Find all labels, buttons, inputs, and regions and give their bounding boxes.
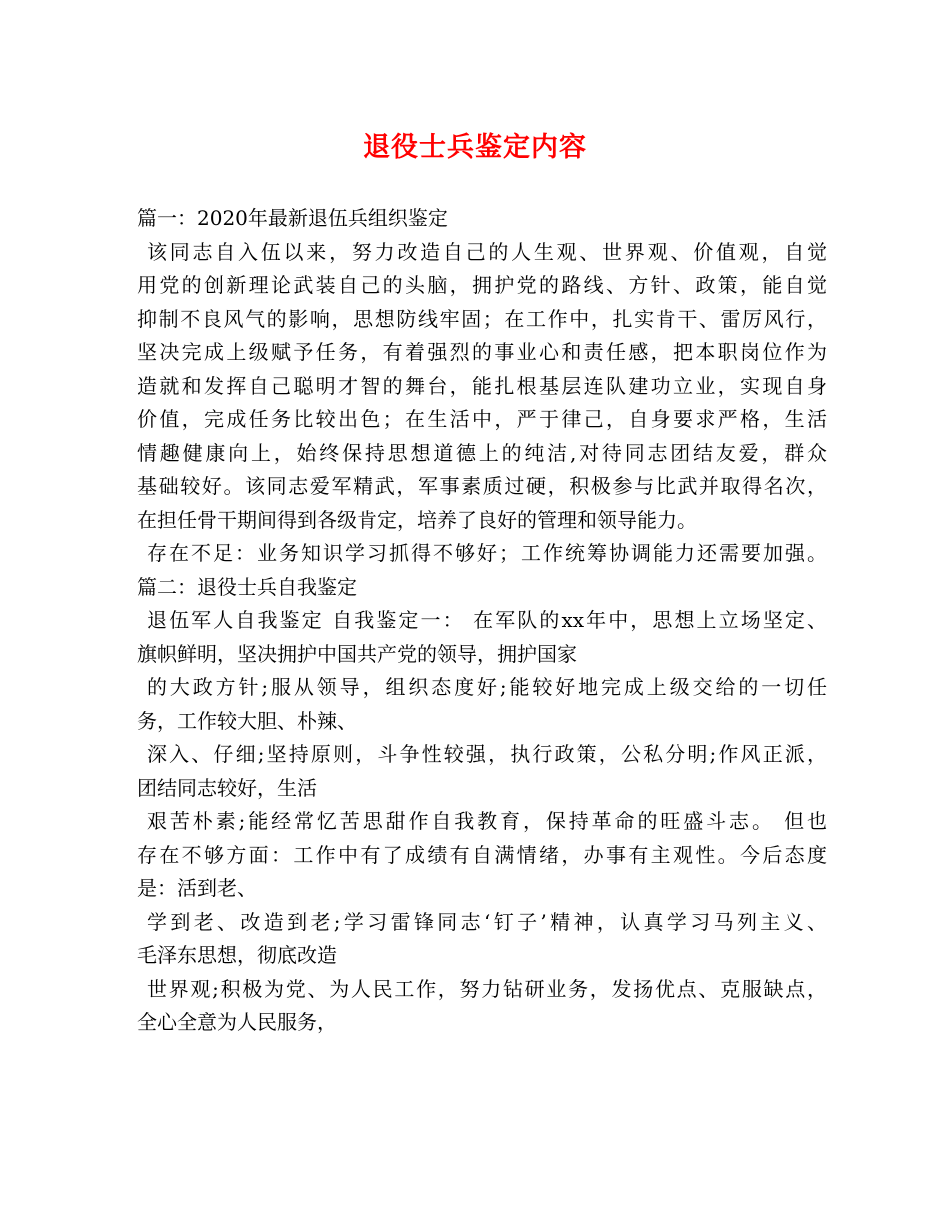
text-line: 深入、仔细;坚持原则，斗争性较强，执行政策，公私分明;作风正派， <box>147 742 827 766</box>
text-line: 的大政方针;服从领导，组织态度好;能较好地完成上级交给的一切任 <box>147 675 827 699</box>
text-line: 学到老、改造到老;学习雷锋同志‘钉子’精神，认真学习马列主义、 <box>147 909 827 934</box>
text-line: 艰苦朴素;能经常忆苦思甜作自我教育，保持革命的旺盛斗志。 但也 <box>147 809 827 833</box>
document-body <box>137 202 827 1040</box>
text-line: 世界观;积极为党、为人民工作，努力钻研业务，发扬优点、克服缺点， <box>147 976 827 1001</box>
text-line: 在担任骨干期间得到各级肯定，培养了良好的管理和领导能力。 <box>137 507 697 532</box>
text-line: 坚决完成上级赋予任务，有着强烈的事业心和责任感，把本职岗位作为 <box>137 340 827 364</box>
text-line: 价值，完成任务比较出色；在生活中，严于律己，自身要求严格，生活 <box>137 407 827 431</box>
text-line: 抑制不良风气的影响，思想防线牢固；在工作中，扎实肯干、雷厉风行， <box>137 306 827 331</box>
text-line: 务，工作较大胆、朴辣、 <box>137 708 357 733</box>
text-line: 团结同志较好，生活 <box>137 775 317 800</box>
text-line: 全心全意为人民服务， <box>137 1010 337 1034</box>
text-line: 篇一：2020年最新退伍兵组织鉴定 <box>137 206 448 230</box>
text-line: 旗帜鲜明，坚决拥护中国共产党的领导，拥护国家 <box>137 641 577 666</box>
text-line: 毛泽东思想，彻底改造 <box>137 943 337 967</box>
text-line: 存在不够方面：工作中有了成绩有自满情绪，办事有主观性。今后态度 <box>137 842 827 867</box>
document-title: 退役士兵鉴定内容 <box>363 132 587 163</box>
text-line: 用党的创新理论武装自己的头脑，拥护党的路线、方针、政策，能自觉 <box>137 273 827 297</box>
text-line: 造就和发挥自己聪明才智的舞台，能扎根基层连队建功立业，实现自身 <box>137 373 827 398</box>
text-line: 该同志自入伍以来，努力改造自己的人生观、世界观、价值观，自觉 <box>147 239 827 264</box>
text-line: 是：活到老、 <box>137 876 257 900</box>
text-line: 情趣健康向上，始终保持思想道德上的纯洁,对待同志团结友爱，群众 <box>137 440 827 465</box>
text-line: 篇二：退役士兵自我鉴定 <box>137 574 357 599</box>
text-line: 退伍军人自我鉴定 自我鉴定一： 在军队的xx年中，思想上立场坚定、 <box>147 608 827 632</box>
text-line: 基础较好。该同志爱军精武，军事素质过硬，积极参与比武并取得名次， <box>137 474 827 498</box>
text-line: 存在不足：业务知识学习抓得不够好；工作统筹协调能力还需要加强。 <box>147 541 827 565</box>
